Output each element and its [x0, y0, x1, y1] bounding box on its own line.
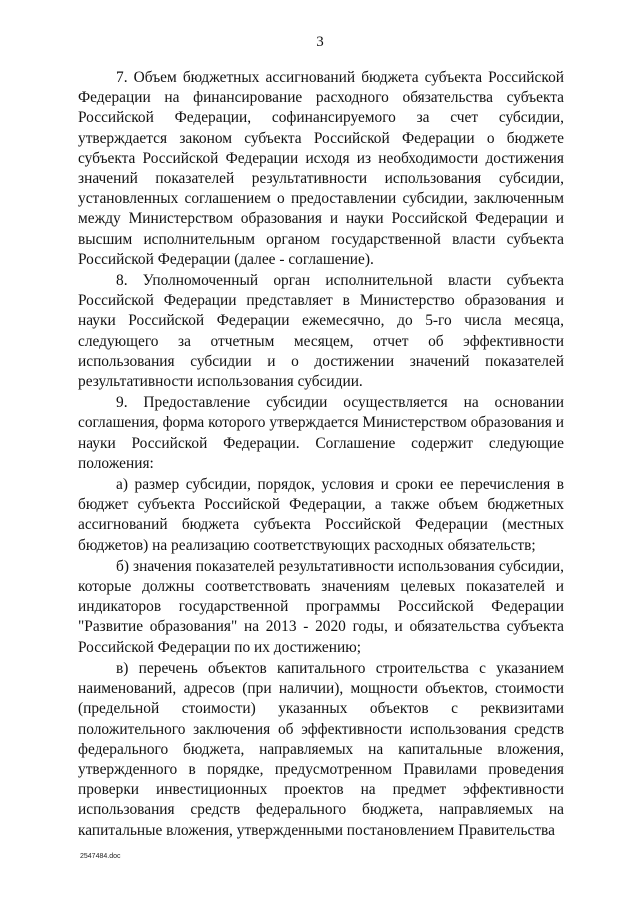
paragraph-9v: в) перечень объектов капитального строительства с указанием наименований, адресов (при наличии), мощности объектов, стоимости (предельной стоимости) указанных объектов с реквизитами положительного заключения об эффективности использования средств федерального бюджета, направляемых на капитальные вложения, утвержденного в порядке, предусмотренном Правилами проведения проверки инвестиционных проектов на предмет эффективности использования средств федерального бюджета, направляемых на капитальные вложения, утвержденными постановлением Правительства — [78, 659, 564, 839]
paragraph-9: 9. Предоставление субсидии осуществляется на основании соглашения, форма которого утверждается Министерством образования и науки Российской Федерации. Соглашение содержит следующие положения: — [78, 394, 564, 472]
paragraph-7: 7. Объем бюджетных ассигнований бюджета субъекта Российской Федерации на финансирование расходного обязательства субъекта Российской Федерации, софинансируемого за счет субсидии, утверждается законом субъекта Российской Федерации о бюджете субъекта Российской Федерации исходя из необходимости достижения значений показателей результативности использования субсидии, установленных соглашением о предоставлении субсидии, заключенным между Министерством образования и науки Российской Федерации и высшим исполнительным органом государственной власти субъекта Российской Федерации (далее - соглашение). — [78, 69, 564, 268]
paragraph-9b: б) значения показателей результативности использования субсидии, которые должны соответствовать значениям целевых показателей и индикаторов государственной программы Российской Федерации "Развитие образования" на 2013 - 2020 годы, и обязательства субъекта Российской Федерации по их достижению; — [78, 557, 564, 656]
paragraph-9a: а) размер субсидии, порядок, условия и сроки ее перечисления в бюджет субъекта Российской Федерации, а также объем бюджетных ассигнований бюджета субъекта Российской Федерации (местных бюджетов) на реализацию соответствующих расходных обязательств; — [78, 476, 564, 554]
footer-filename: 2547484.doc — [80, 853, 121, 860]
page-number: 3 — [316, 34, 324, 50]
document-body — [78, 68, 564, 841]
paragraph-8: 8. Уполномоченный орган исполнительной власти субъекта Российской Федерации представляет в Министерство образования и науки Российской Федерации ежемесячно, до 5-го числа месяца, следующего за отчетным месяцем, отчет об эффективности использования субсидии и о достижении значений показателей результативности использования субсидии. — [78, 272, 564, 391]
